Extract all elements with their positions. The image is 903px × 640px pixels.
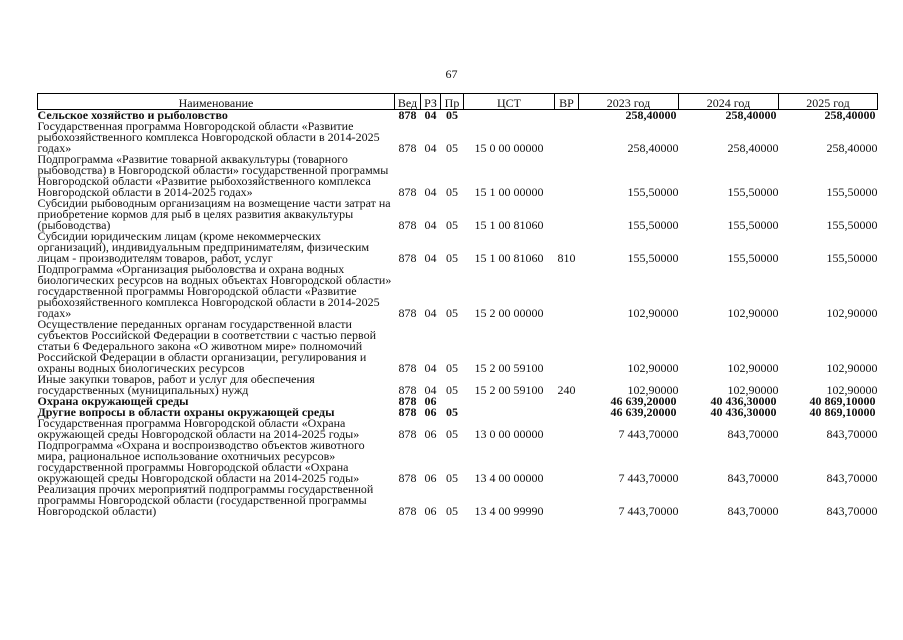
row-value-2024: 102,90000 [727,306,779,320]
table-row [38,231,878,264]
budget-table [37,93,878,517]
row-ved: 878 [398,405,417,419]
row-ved: 878 [398,251,417,265]
table-row [38,440,878,484]
table-row [38,198,878,231]
row-name: Субсидии рыбоводным организациям на возмещение части затрат на приобретение кормов для рыб в целях развития аквакультуры (рыбоводства) [37,196,391,232]
row-ved: 878 [398,185,417,199]
row-name: Подпрограмма «Организация рыболовства и охрана водных биологических ресурсов на водных объектах Новгородской области» государственной программы Новгородской области «Развитие рыбохозяйственного комплекса Новгородской области в 2014-2025 годах» [37,262,392,320]
row-value-2025: 102,90000 [826,361,878,375]
row-vr [555,154,579,198]
row-value-2025: 843,70000 [826,504,878,518]
row-value-2023: 155,50000 [627,218,679,232]
row-value-2025: 40 869,10000 [809,405,876,419]
row-name: Государственная программа Новгородской области «Охрана окружающей среды Новгородской области на 2014-2025 годы» [37,416,360,441]
row-ved: 878 [398,383,417,397]
row-vr [555,110,579,122]
row-name: Охрана окружающей среды [37,394,189,408]
row-value-2025: 258,40000 [824,108,876,122]
row-rz: 06 [424,405,437,419]
row-value-2023: 7 443,70000 [618,471,679,485]
row-cst: 13 4 00 99990 [474,504,544,518]
row-cst [464,110,555,122]
header-pr: Пр [441,94,464,110]
header-name: Наименование [38,94,395,110]
row-value-2023: 102,90000 [627,383,679,397]
row-pr: 05 [446,185,458,199]
row-vr: 240 [557,383,576,397]
row-value-2023: 155,50000 [627,251,679,265]
row-rz: 06 [424,471,437,485]
header-2024: 2024 год [679,94,779,110]
row-value-2025: 102,90000 [826,383,878,397]
row-cst: 15 2 00 59100 [474,361,544,375]
row-vr [555,121,579,154]
row-name: Субсидии юридическим лицам (кроме некоммерческих организаций), индивидуальным предпринимателям, физическим лицам - производителям товаров, работ, услуг [37,229,370,265]
row-value-2024: 155,50000 [727,218,779,232]
row-cst: 13 4 00 00000 [474,471,544,485]
row-rz: 04 [424,218,437,232]
row-value-2023: 258,40000 [627,141,679,155]
row-cst: 15 0 00 00000 [474,141,544,155]
row-cst: 13 0 00 00000 [474,427,544,441]
row-value-2024: 843,70000 [727,427,779,441]
row-rz: 06 [424,427,437,441]
row-pr: 05 [446,108,458,122]
row-rz: 04 [424,306,437,320]
row-rz: 04 [424,383,437,397]
row-rz: 04 [424,141,437,155]
row-rz: 04 [424,251,437,265]
row-cst: 15 1 00 00000 [474,185,544,199]
row-ved: 878 [398,471,417,485]
row-rz: 06 [424,394,437,408]
row-name: Сельское хозяйство и рыболовство [37,108,228,122]
row-vr [555,418,579,440]
row-value-2024: 102,90000 [727,383,779,397]
row-vr [555,396,579,407]
row-value-2024: 258,40000 [727,141,779,155]
table-row [38,154,878,198]
row-vr [555,264,579,319]
row-pr: 05 [446,427,458,441]
header-cst: ЦСТ [464,94,555,110]
header-vr: ВР [555,94,579,110]
row-name: Иные закупки товаров, работ и услуг для обеспечения государственных (муниципальных) нужд [37,372,315,397]
row-rz: 06 [424,504,437,518]
row-value-2024: 258,40000 [725,108,777,122]
row-ved: 878 [398,427,417,441]
row-cst: 15 1 00 81060 [474,218,544,232]
row-vr [555,319,579,374]
table-row [38,319,878,374]
row-cst [464,396,555,407]
row-value-2023: 102,90000 [627,306,679,320]
table-row [38,418,878,440]
row-value-2025: 155,50000 [826,251,878,265]
row-ved: 878 [398,306,417,320]
row-value-2025: 155,50000 [826,185,878,199]
row-value-2023: 7 443,70000 [618,427,679,441]
header-ved: Вед [395,94,421,110]
row-value-2023: 102,90000 [627,361,679,375]
row-value-2025: 40 869,10000 [809,394,876,408]
table-row [38,484,878,517]
row-name: Реализация прочих мероприятий подпрограммы государственной программы Новгородской области (государственной программы Новгородской области) [37,482,374,518]
row-value-2025: 155,50000 [826,218,878,232]
table-row [38,374,878,396]
row-vr [555,198,579,231]
row-value-2023: 258,40000 [625,108,677,122]
row-value-2024: 40 436,30000 [710,394,777,408]
row-name: Подпрограмма «Развитие товарной аквакультуры (товарного рыбоводства) в Новгородской области» государственной программы Новгородской области «Развитие рыбохозяйственного комплекса Новгородской области в 2014-2025 годах» [37,152,389,199]
row-ved: 878 [398,504,417,518]
row-pr: 05 [446,218,458,232]
row-name: Подпрограмма «Охрана и воспроизводство объектов животного мира, рациональное использование охотничьих ресурсов» государственной программы Новгородской области «Охрана окружающей среды Новгородской области на 2014-2025 годы» [37,438,365,485]
row-value-2025: 102,90000 [826,306,878,320]
header-rz: РЗ [421,94,441,110]
row-ved: 878 [398,218,417,232]
page-number: 67 [445,67,458,81]
row-value-2025: 843,70000 [826,427,878,441]
row-vr [555,440,579,484]
row-value-2024: 843,70000 [727,471,779,485]
row-pr: 05 [446,251,458,265]
row-ved: 878 [398,141,417,155]
row-pr: 05 [446,383,458,397]
row-pr: 05 [446,361,458,375]
row-ved: 878 [398,361,417,375]
row-value-2023: 155,50000 [627,185,679,199]
row-name: Государственная программа Новгородской области «Развитие рыбохозяйственного комплекса Новгородской области в 2014-2025 годах» [37,119,380,155]
row-name: Другие вопросы в области охраны окружающей среды [37,405,335,419]
row-cst: 15 1 00 81060 [474,251,544,265]
table-row [38,264,878,319]
row-vr: 810 [557,251,576,265]
row-ved: 878 [398,108,417,122]
row-name: Осуществление переданных органам государственной власти субъектов Российской Федерации в соответствии с частью первой статьи 6 Федерального закона «О животном мире» полномочий Российской Федерации в области организации, регулирования и охраны водных биологических ресурсов [37,317,377,375]
row-cst: 15 2 00 59100 [474,383,544,397]
row-vr [555,484,579,517]
row-rz: 04 [424,108,437,122]
row-cst: 15 2 00 00000 [474,306,544,320]
row-value-2023: 7 443,70000 [618,504,679,518]
row-value-2023: 46 639,20000 [610,394,677,408]
row-value-2025: 843,70000 [826,471,878,485]
header-2023: 2023 год [579,94,679,110]
row-value-2023: 46 639,20000 [610,405,677,419]
row-vr [555,407,579,418]
row-value-2024: 155,50000 [727,185,779,199]
row-pr: 05 [446,471,458,485]
row-value-2024: 40 436,30000 [710,405,777,419]
row-value-2025: 258,40000 [826,141,878,155]
row-value-2024: 155,50000 [727,251,779,265]
row-rz: 04 [424,361,437,375]
row-value-2024: 843,70000 [727,504,779,518]
row-pr: 05 [446,504,458,518]
row-pr: 05 [446,405,458,419]
header-2025: 2025 год [779,94,878,110]
row-pr: 05 [446,306,458,320]
row-rz: 04 [424,185,437,199]
row-cst [464,407,555,418]
table-row [38,121,878,154]
row-value-2024: 102,90000 [727,361,779,375]
row-ved: 878 [398,394,417,408]
row-pr: 05 [446,141,458,155]
